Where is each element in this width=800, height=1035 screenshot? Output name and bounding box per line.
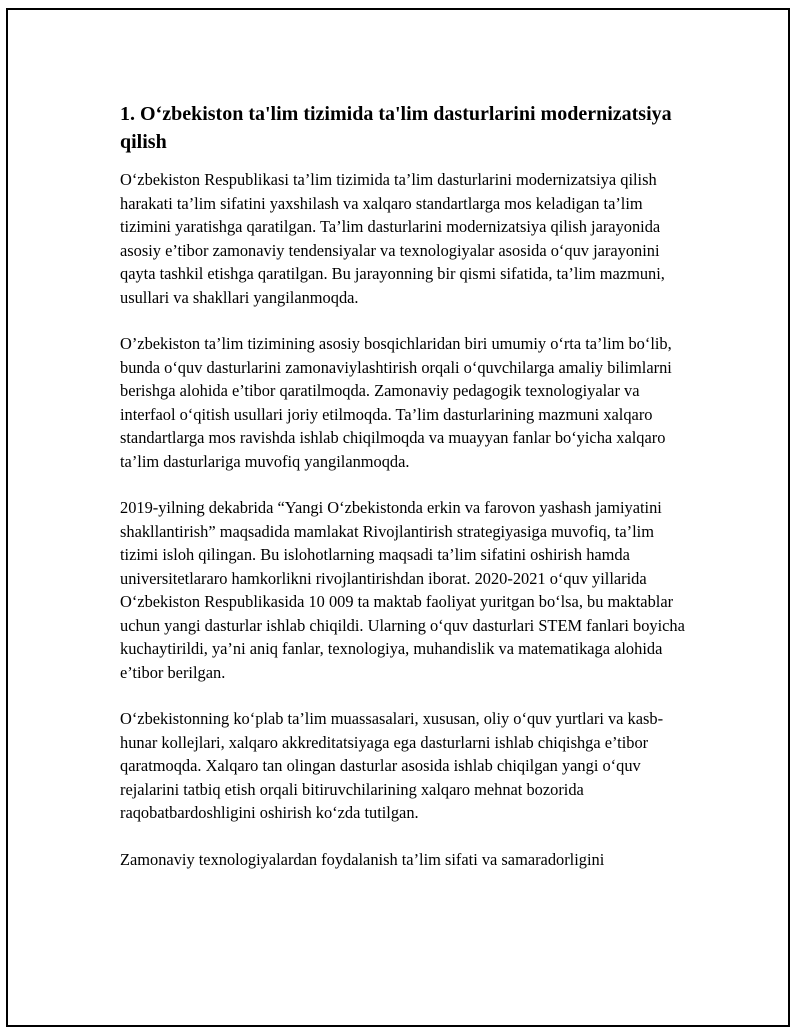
section-heading: 1. O‘zbekiston ta'lim tizimida ta'lim dasturlarini modernizatsiya qilish (120, 103, 672, 153)
paragraph-2: O’zbekiston ta’lim tizimining asosiy bosqichlaridan biri umumiy o‘rta ta’lim bo‘lib, bunda o‘quv dasturlarini zamonaviylashtirish orqali o‘quvchilarga amaliy bilimlarni berishga alohida e’tibor qaratilmoqda. Zamonaviy pedagogik texnologiyalar va interfaol o‘qitish usullari joriy etilmoqda. Ta’lim dasturlarining mazmuni xalqaro standartlarga mos ravishda ishlab chiqilmoqda va muayyan fanlar bo‘yicha xalqaro ta’lim dasturlariga muvofiq yangilanmoqda. (120, 334, 672, 471)
paragraph-3: 2019-yilning dekabrida “Yangi O‘zbekistonda erkin va farovon yashash jamiyatini shakllantirish” maqsadida mamlakat Rivojlantirish strategiyasiga muvofiq, ta’lim tizimi isloh qilingan. Bu islohotlarning maqsadi ta’lim sifatini oshirish hamda universitetlararo hamkorlikni rivojlantirishdan iborat. 2020-2021 o‘quv yillarida O‘zbekiston Respublikasida 10 009 ta maktab faoliyat yuritgan bo‘lsa, bu maktablar uchun yangi dasturlar ishlab chiqildi. Ularning o‘quv dasturlari STEM fanlari boyicha kuchaytirildi, ya’ni aniq fanlar, texnologiya, muhandislik va matematikaga alohida e’tibor berilgan. (120, 498, 685, 682)
paragraph-1: O‘zbekiston Respublikasi ta’lim tizimida ta’lim dasturlarini modernizatsiya qilish harakati ta’lim sifatini yaxshilash va xalqaro standartlarga mos keladigan ta’lim tizimini yaratishga qaratilgan. Ta’lim dasturlarini modernizatsiya qilish jarayonida asosiy e’tibor zamonaviy tendensiyalar va texnologiyalar asosida o‘quv jarayonini qayta tashkil etishga qaratilgan. Bu jarayonning bir qismi sifatida, ta’lim mazmuni, usullari va shakllari yangilanmoqda. (120, 170, 665, 307)
page-frame (6, 8, 790, 1027)
paragraph-4: O‘zbekistonning ko‘plab ta’lim muassasalari, xususan, oliy o‘quv yurtlari va kasb-hunar kollejlari, xalqaro akkreditatsiyaga ega dasturlarni ishlab chiqishga e’tibor qaratmoqda. Xalqaro tan olingan dasturlar asosida ishlab chiqilgan yangi o‘quv rejalarini tatbiq etish orqali bitiruvchilarining xalqaro mehnat bozorida raqobatbardoshligini oshirish ko‘zda tutilgan. (120, 709, 664, 822)
paragraph-5: Zamonaviy texnologiyalardan foydalanish ta’lim sifati va samaradorligini (120, 849, 605, 869)
document-body (120, 100, 692, 894)
